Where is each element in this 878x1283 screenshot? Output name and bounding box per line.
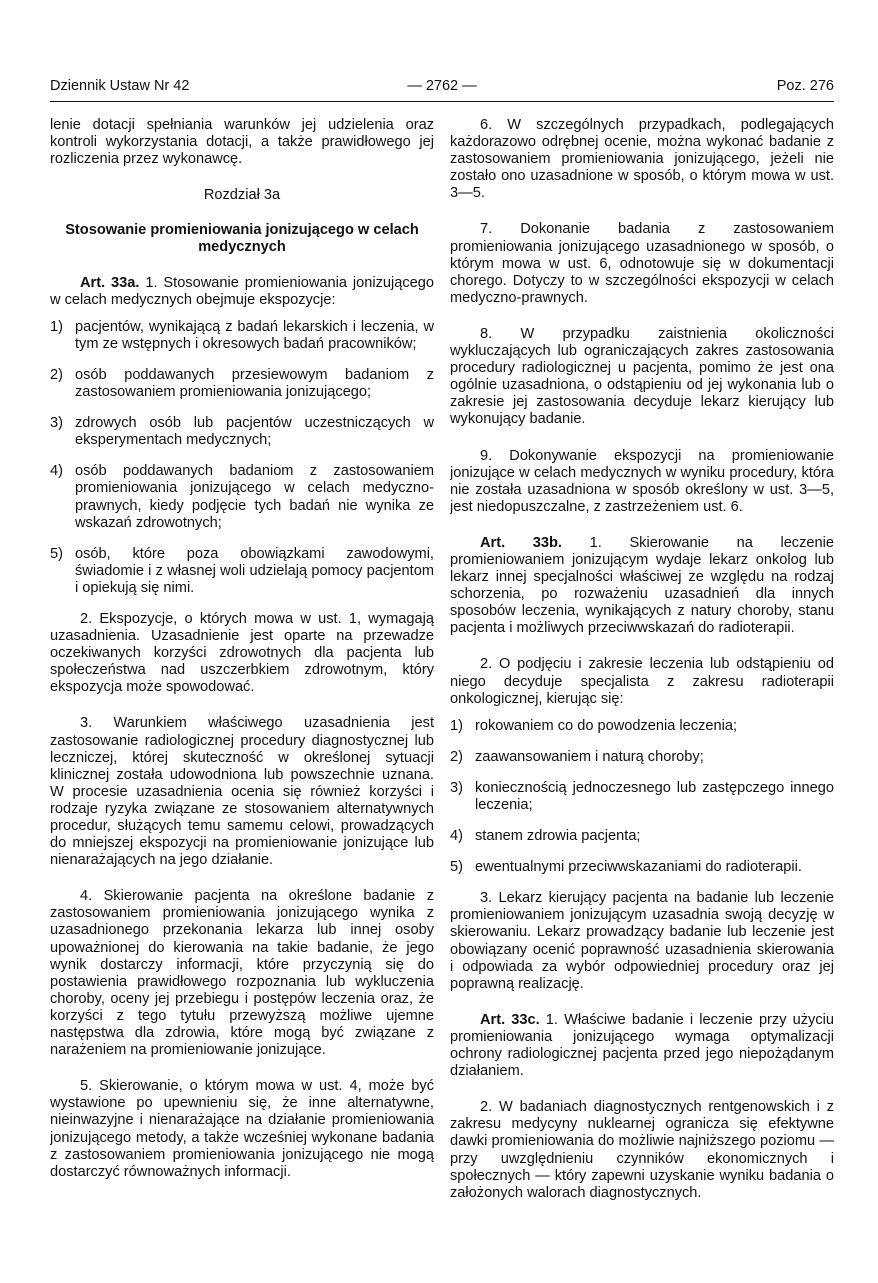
list-item (450, 828, 834, 845)
list-number: 5) (50, 545, 63, 562)
right-column (450, 117, 834, 1207)
paragraph-7: 7. Dokonanie badania z zastosowaniem promieniowania jonizującego uzasadnionego w sposób, o którym mowa w ust. 6, odnotowuje się w dokumentacji chorego. Dotyczy to w szczególności ekspozycji w celach medyczno-prawnych. (450, 221, 834, 306)
list-item (50, 546, 434, 597)
art33c-paragraph (450, 1012, 834, 1080)
paragraph-4: 4. Skierowanie pacjenta na określone badanie z zastosowaniem promieniowania jonizującego wynika z uzasadnionego przekonania lekarza lub innej osoby upoważnionej do kierowania na takie badanie, że jego wynik dostarczy informacji, które przyczynią się do postawienia prawidłowego rozpoznania lub wykluczenia choroby, oceny jej przebiegu i postępów leczenia oraz, że korzyści z tego tytułu przewyższą możliwe ujemne następstwa dla zdrowia, które mogą być związane z narażeniem na promieniowanie jonizujące. (50, 888, 434, 1059)
art33a-paragraph (50, 275, 434, 309)
list-item (450, 780, 834, 814)
list-item (450, 859, 834, 876)
list-number: 1) (50, 318, 63, 335)
page-header (50, 78, 834, 98)
paragraph-9: 9. Dokonywanie ekspozycji na promieniowanie jonizujące w celach medycznych w wyniku procedury, która nie została uzasadniona w sposób określony w ust. 3—5, jest niedopuszczalne, z zastrzeżeniem ust. 6. (450, 447, 834, 515)
list-text: ewentualnymi przeciwwskazaniami do radioterapii. (475, 859, 802, 876)
art33a-text: 1. Stosowanie promieniowania jonizującego w celach medycznych obejmuje ekspozycje: (50, 274, 434, 308)
list-number: 4) (450, 828, 463, 845)
list-item (50, 367, 434, 401)
list-item (50, 415, 434, 449)
paragraph-6: 6. W szczególnych przypadkach, podlegających każdorazowo odrębnej ocenie, można wykonać badanie z zastosowaniem promieniowania jonizującego, jeżeli nie zostało ono uzasadnione w sposób, o którym mowa w ust. 3—5. (450, 117, 834, 202)
list-text: osób, które poza obowiązkami zawodowymi, świadomie i z własnej woli udzielają pomocy pacjentom i opiekują się nimi. (75, 545, 434, 596)
list-number: 3) (450, 779, 463, 796)
left-column (50, 117, 434, 1207)
paragraph-3: 3. Warunkiem właściwego uzasadnienia jest zastosowanie radiologicznej procedury diagnostycznej lub leczniczej, której skuteczność w określonej sytuacji klinicznej została udowodniona lub powszechnie uznana. W procesie uzasadnienia ocenia się również korzyści i rodzaje ryzyka związane ze stosowaniem alternatywnych procedur, służących temu samemu celowi, prowadzących do mniejszej ekspozycji na promieniowanie jonizujące lub nienarażających na jego działanie. (50, 715, 434, 869)
art33b-paragraph-2: 2. O podjęciu i zakresie leczenia lub odstąpieniu od niego decyduje specjalista z zakresu radioterapii onkologicznej, kierując się: (450, 656, 834, 707)
header-rule (50, 101, 834, 102)
list-item (450, 718, 834, 735)
list-number: 3) (50, 415, 63, 432)
list-text: rokowaniem co do powodzenia leczenia; (475, 717, 738, 734)
list-text: osób poddawanych badaniom z zastosowaniem promieniowania jonizującego w celach medyczno-prawnych, kiedy podjęcie tych badań nie wynika ze wskazań zdrowotnych; (75, 463, 434, 531)
list-text: koniecznością jednoczesnego lub zastępczego innego leczenia; (475, 779, 834, 813)
list-item (50, 319, 434, 353)
list-text: osób poddawanych przesiewowym badaniom z zastosowaniem promieniowania jonizującego; (75, 366, 434, 401)
list-text: zaawansowaniem i naturą choroby; (475, 748, 704, 765)
list-text: pacjentów, wynikającą z badań lekarskich i leczenia, w tym ze wstępnych i okresowych badań pracowników; (75, 318, 434, 352)
art33b-label: Art. 33b. (480, 534, 562, 551)
list-number: 4) (50, 463, 63, 480)
list-number: 2) (50, 366, 63, 383)
list-number: 2) (450, 748, 463, 765)
treatment-criteria-list (450, 718, 834, 877)
exposure-list (50, 319, 434, 597)
list-item (450, 749, 834, 766)
art33c-paragraph-2: 2. W badaniach diagnostycznych rentgenowskich i z zakresu medycyny nuklearnej ogranicza się efektywne dawki promieniowania do możliwie najniższego poziomu — przy uwzględnieniu czynników ekonomicznych i społecznych — który zapewni uzyskanie wyniku badania o założonych walorach diagnostycznych. (450, 1099, 834, 1201)
paragraph-5: 5. Skierowanie, o którym mowa w ust. 4, może być wystawione po upewnieniu się, że inne alternatywne, nieinwazyjne i nienarażające na działanie promieniowania jonizującego metody, a także wcześniej wykonane badania z zastosowaniem promieniowania jonizującego nie mogą dostarczyć równoważnych informacji. (50, 1078, 434, 1180)
art33b-paragraph-3: 3. Lekarz kierujący pacjenta na badanie lub leczenie promieniowaniem jonizującym uzasadnia swoją decyzję w skierowaniu. Lekarz prowadzący badanie lub leczenie jest obowiązany ocenić poprawność uzasadnienia skierowania i odpowiada za wybór odpowiedniej procedury oraz jej poprawną realizację. (450, 890, 834, 992)
chapter-title: Stosowanie promieniowania jonizującego w celach medycznych (65, 222, 419, 256)
position-number: Poz. 276 (776, 78, 834, 94)
list-text: zdrowych osób lub pacjentów uczestniczących w eksperymentach medycznych; (75, 415, 434, 449)
art33b-text: 1. Skierowanie na leczenie promieniowaniem jonizującym wydaje lekarz onkolog lub lekarz innej specjalności właściwej ze względu na rodzaj schorzenia, po rozważeniu uzasadnień dla innych sposobów leczenia, wynikających z natury choroby, stanu pacjenta i możliwych przeciwwskazań do radioterapii. (450, 534, 834, 637)
page-number: — 2762 — (407, 78, 477, 94)
paragraph-8: 8. W przypadku zaistnienia okoliczności wykluczających lub ograniczających zakres zastosowania procedury radiologicznej u pacjenta, pomimo że jest ona ogólnie uzasadniona, o odstąpieniu od jej wykonania lub o zakresie jej zastosowania decyduje lekarz kierujący lub wykonujący badanie. (450, 325, 834, 428)
paragraph-2: 2. Ekspozycje, o których mowa w ust. 1, wymagają uzasadnienia. Uzasadnienie jest oparte na przewadze oczekiwanych korzyści zdrowotnych dla pacjenta lub społeczeństwa nad uszczerbkiem zdrowotnym, który ekspozycja może spowodować. (50, 610, 434, 696)
art33c-text: 1. Właściwe badanie i leczenie przy użyciu promieniowania jonizującego wymaga optymalizacji ochrony radiologicznej pacjenta przed jego niepożądanym działaniem. (450, 1011, 834, 1080)
art33a-label: Art. 33a. (80, 274, 140, 291)
list-text: stanem zdrowia pacjenta; (475, 828, 641, 845)
chapter-heading: Rozdział 3a (203, 187, 281, 204)
list-item (50, 463, 434, 531)
art33c-label: Art. 33c. (480, 1011, 540, 1028)
intro-paragraph: lenie dotacji spełniania warunków jej udzielenia oraz kontroli wykorzystania dotacji, a także prawidłowego jej rozliczenia przez wykonawcę. (50, 117, 434, 168)
art33b-paragraph (450, 535, 834, 638)
journal-title: Dziennik Ustaw Nr 42 (50, 78, 190, 94)
list-number: 5) (450, 859, 463, 876)
list-number: 1) (450, 717, 463, 734)
